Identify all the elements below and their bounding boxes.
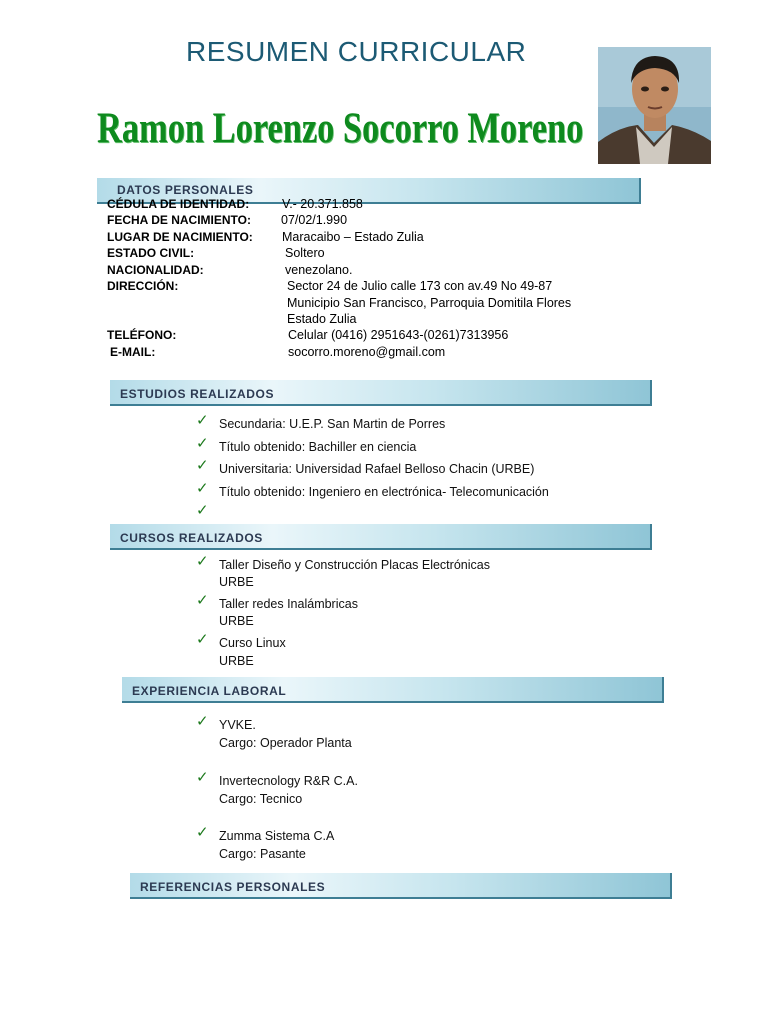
check-icon: ✓ <box>196 824 209 841</box>
birth-place-label: LUGAR DE NACIMIENTO: <box>107 230 253 244</box>
phone-value: Celular (0416) 2951643-(0261)7313956 <box>288 328 509 342</box>
candidate-name: Ramon Lorenzo Socorro Moreno <box>97 105 584 152</box>
course-title: Curso Linux <box>219 636 286 650</box>
job-role: Cargo: Tecnico <box>219 792 303 806</box>
check-icon: ✓ <box>196 631 209 648</box>
section-title-courses: CURSOS REALIZADOS <box>120 531 263 545</box>
check-icon: ✓ <box>196 435 209 452</box>
address-line-3: Estado Zulia <box>287 312 357 326</box>
nationality-value: venezolano. <box>285 263 353 277</box>
section-title-studies: ESTUDIOS REALIZADOS <box>120 387 275 401</box>
check-icon: ✓ <box>196 769 209 786</box>
check-icon: ✓ <box>196 713 209 730</box>
check-icon: ✓ <box>196 553 209 570</box>
check-icon: ✓ <box>196 502 209 519</box>
birth-date-value: 07/02/1.990 <box>281 213 348 227</box>
course-place: URBE <box>219 614 254 628</box>
document-title: RESUMEN CURRICULAR <box>186 36 527 67</box>
section-header-experience <box>122 677 664 703</box>
civil-status-value: Soltero <box>285 246 325 260</box>
job-company: Invertecnology R&R C.A. <box>219 774 358 788</box>
section-title-personal: DATOS PERSONALES <box>117 183 254 197</box>
section-title-references: REFERENCIAS PERSONALES <box>140 880 326 894</box>
job-company: YVKE. <box>219 718 256 732</box>
nationality-label: NACIONALIDAD: <box>107 263 204 277</box>
study-item: Título obtenido: Ingeniero en electrónica- Telecomunicación <box>219 485 549 499</box>
study-item: Universitaria: Universidad Rafael Belloso Chacin (URBE) <box>219 462 535 476</box>
address-line-1: Sector 24 de Julio calle 173 con av.49 No 49-87 <box>287 279 553 293</box>
birth-date-label: FECHA DE NACIMIENTO: <box>107 213 251 227</box>
study-item: Título obtenido: Bachiller en ciencia <box>219 440 417 454</box>
check-icon: ✓ <box>196 480 209 497</box>
course-place: URBE <box>219 575 254 589</box>
section-header-studies <box>110 380 652 406</box>
cedula-label: CÉDULA DE IDENTIDAD: <box>107 197 250 211</box>
course-title: Taller Diseño y Construcción Placas Electrónicas <box>219 558 490 572</box>
check-icon: ✓ <box>196 457 209 474</box>
email-label: E-MAIL: <box>110 345 156 359</box>
section-header-courses <box>110 524 652 550</box>
person-photo-icon <box>598 47 711 164</box>
profile-photo <box>598 47 711 164</box>
phone-label: TELÉFONO: <box>107 328 177 342</box>
study-item: Secundaria: U.E.P. San Martin de Porres <box>219 417 446 431</box>
birth-place-value: Maracaibo – Estado Zulia <box>282 230 424 244</box>
address-line-2: Municipio San Francisco, Parroquia Domitila Flores <box>287 296 572 310</box>
job-role: Cargo: Pasante <box>219 847 306 861</box>
course-place: URBE <box>219 654 254 668</box>
section-header-references <box>130 873 672 899</box>
check-icon: ✓ <box>196 412 209 429</box>
section-title-experience: EXPERIENCIA LABORAL <box>132 684 287 698</box>
address-label: DIRECCIÓN: <box>107 279 179 293</box>
job-company: Zumma Sistema C.A <box>219 829 335 843</box>
check-icon: ✓ <box>196 592 209 609</box>
job-role: Cargo: Operador Planta <box>219 736 352 750</box>
civil-status-label: ESTADO CIVIL: <box>107 246 195 260</box>
email-value: socorro.moreno@gmail.com <box>288 345 446 359</box>
course-title: Taller redes Inalámbricas <box>219 597 358 611</box>
cedula-value: V.- 20.371.858 <box>282 197 363 211</box>
